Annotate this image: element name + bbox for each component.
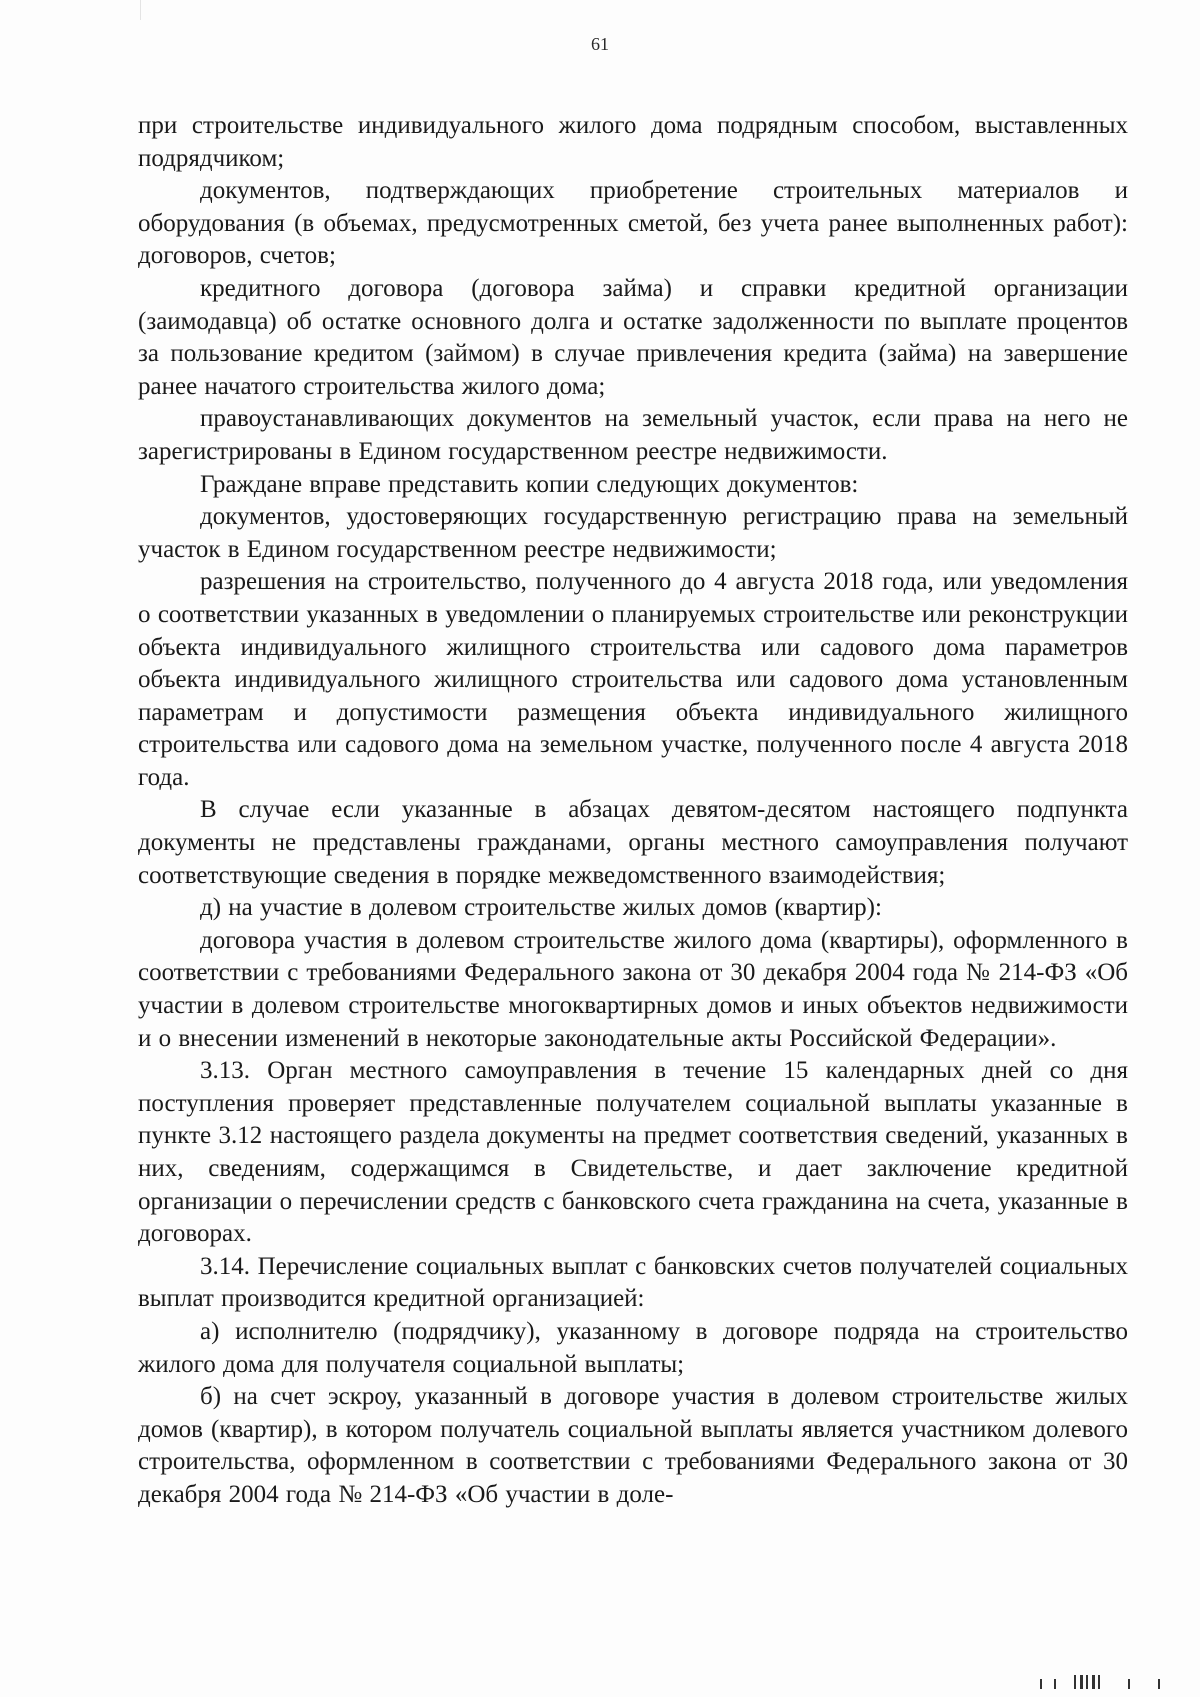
paragraph: Граждане вправе представить копии следующих документов: [200, 470, 859, 498]
paragraph: разрешения на строительство, полученного до 4 августа 2018 года, или уведомления о соответствии указанных в уведомлении о планируемых строительстве или реконструкции объекта индивидуального жилищного строительства или садового дома параметров объекта индивидуального жилищного строительства или садового дома установленным параметрам и допустимости размещения объекта индивидуального жилищного строительства или садового дома на земельном участке, полученного после 4 августа 2018 года. [138, 568, 1128, 791]
paragraph: договора участия в долевом строительстве жилого дома (квартиры), оформленного в соответствии с требованиями Федерального закона от 30 декабря 2004 года № 214-ФЗ «Об участии в долевом строительстве многоквартирных домов и иных объектов недвижимости и о внесении изменений в некоторые законодательные акты Российской Федерации». [138, 926, 1128, 1052]
paragraph: В случае если указанные в абзацах девятом-десятом настоящего подпункта документы не представлены гражданами, органы местного самоуправления получают соответствующие сведения в порядке межведомственного взаимодействия; [138, 796, 1128, 889]
paragraph: 3.14. Перечисление социальных выплат с банковских счетов получателей социальных выплат производится кредитной организацией: [138, 1252, 1128, 1313]
paragraph: б) на счет эскроу, указанный в договоре участия в долевом строительстве жилых домов (квартир), в котором получатель социальной выплаты является участником долевого строительства, оформленном в соответствии с требованиями Федерального закона от 30 декабря 2004 года № 214-ФЗ «Об участии в доле- [138, 1383, 1128, 1508]
scan-artifact [140, 0, 141, 20]
paragraph: кредитного договора (договора займа) и справки кредитной организации (заимодавца) об остатке основного долга и остатке задолженности по выплате процентов за пользование кредитом (займом) в случае привлечения кредита (займа) на завершение ранее начатого строительства жилого дома; [138, 274, 1128, 400]
barcode-marks [1040, 1667, 1170, 1689]
document-body [138, 110, 1128, 1512]
paragraph: 3.13. Орган местного самоуправления в течение 15 календарных дней со дня поступления проверяет представленные получателем социальной выплаты указанные в пункте 3.12 настоящего раздела документы на предмет соответствия сведений, указанных в них, сведениям, содержащимся в Свидетельстве, и дает заключение кредитной организации о перечислении средств с банковского счета гражданина на счета, указанные в договорах. [138, 1057, 1128, 1248]
paragraph: д) на участие в долевом строительстве жилых домов (квартир): [200, 894, 882, 922]
paragraph: а) исполнителю (подрядчику), указанному в договоре подряда на строительство жилого дома для получателя социальной выплаты; [138, 1317, 1128, 1378]
page-number: 61 [591, 34, 609, 54]
paragraph: документов, подтверждающих приобретение строительных материалов и оборудования (в объемах, предусмотренных сметой, без учета ранее выполненных работ): договоров, счетов; [138, 177, 1128, 270]
paragraph: документов, удостоверяющих государственную регистрацию права на земельный участок в Едином государственном реестре недвижимости; [138, 503, 1128, 563]
paragraph: правоустанавливающих документов на земельный участок, если права на него не зарегистрированы в Едином государственном реестре недвижимости. [138, 405, 1128, 465]
paragraph: при строительстве индивидуального жилого дома подрядным способом, выставленных подрядчиком; [138, 112, 1128, 172]
